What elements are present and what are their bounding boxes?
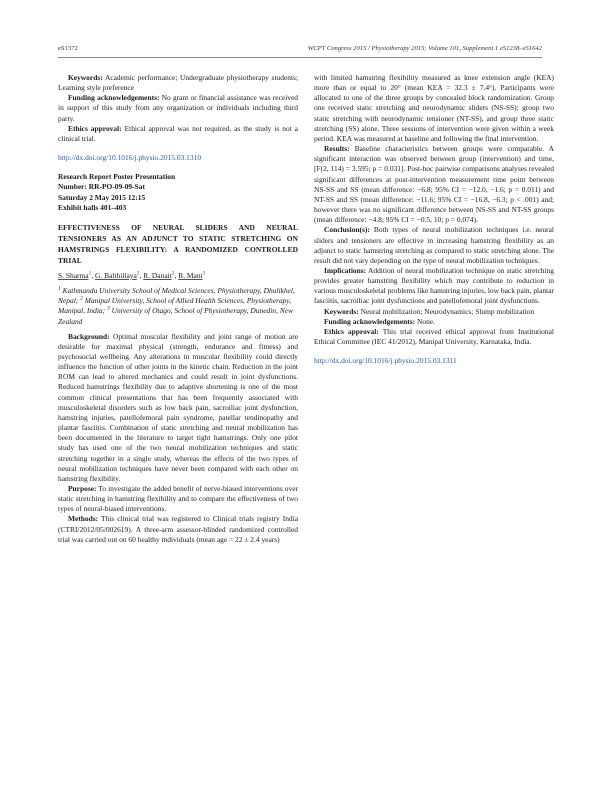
conclusion-paragraph: Conclusion(s): Both types of neural mobilization techniques i.e. neural sliders and tensioners are effective in increasing hamstring flexibility as an adjunct to static hamstring stretching as compared to static stretching alone. The result did not vary depending on the type of neural mobilization techniques.	[314, 225, 554, 265]
implications-paragraph: Implications: Addition of neural mobilization technique on static stretching provides greater hamstring flexibility which may contribute to reduction in various musculoskeletal problems like hamstring injuries, low back pain, plantar fasciitis, sacroiliac joint dysfunctions and patellofemoral joint dysfunctions.	[314, 265, 554, 306]
methods-paragraph: Methods: This clinical trial was registered to Clinical trials registry India (CTRI/2012/05/002619). A three-arm assessor-blinded randomized controlled trial was carried out on 60 healthy individuals (mean age = 22 ± 2.4 years)	[58, 514, 298, 544]
exhibit-location: Exhibit halls 401–403	[58, 202, 127, 212]
header-divider	[58, 57, 542, 58]
author-list: S. Sharma$^1$, G. Balthillaya$^2$, R. Danait$^2$, R. Mani$^3$	[58, 270, 206, 280]
author-link[interactable]: R. Danait	[143, 270, 172, 280]
funding-paragraph: Funding acknowledgements: None.	[324, 316, 435, 326]
abstract-number: Number: RR-PO-09-09-Sat	[58, 182, 145, 192]
author-link[interactable]: R. Mani	[178, 270, 203, 280]
session-time: Saturday 2 May 2015 12:15	[58, 192, 146, 202]
author-link[interactable]: G. Balthillaya	[95, 270, 137, 280]
affiliations: $^1$ Kathmandu University School of Medical Sciences, Physiotherapy, Dhulikhel, Nepal; $^2$ Manipal University, School of Allied Health Sciences, Physiotherapy, Manipal, India; $^3$ University of Otago, School of Physiotherapy, Dunedin, New Zealand	[58, 285, 295, 326]
running-header	[58, 45, 542, 57]
ethics-paragraph: Ethics approval: This trial received ethical approval from Institutional Ethical Committee (IEC 41/2012), Manipal University, Karnataka, India.	[314, 326, 554, 347]
doi-link-1311[interactable]: http://dx.doi.org/10.1016/j.physio.2015.03.1311	[314, 356, 457, 366]
page-number: eS1372	[58, 45, 78, 52]
background-paragraph: Background: Optimal muscular flexibility and joint range of motion are desirable for maximal physical (strength, endurance and fitness) and psychosocial wellbeing. Any alterations in muscular flexibility could directly influence the function of other joints in the kinetic chain. Reduction in the joint ROM can lead to altered mechanics and could result in joint dysfunctions. Reduced hamstrings flexibility due to adaptive shortening is one of the most common clinical presentations that has been frequently associated with musculoskeletal disorders such as low back pain, sacroiliac joint dysfunction, hamstring injuries, patellofemoral pain syndrome, patellar tendinopathy and plantar fasciitis. Combination of static stretching and neural mobilization has been documented in the literature to target tight hamstrings. Only one pilot study has used one of the two neural mobilization techniques and static stretching together in a single study, whereas the effects of the two types of neural mobilization techniques have never been compared with each other on hamstring flexibility.	[58, 331, 298, 483]
keywords-paragraph: Keywords: Neural mobilization; Neurodynamics; Slump mobilization	[324, 306, 535, 316]
presentation-type: Research Report Poster Presentation	[58, 172, 176, 182]
author-link[interactable]: S. Sharma	[58, 270, 89, 280]
funding-paragraph: Funding acknowledgements: No grant or financial assistance was received in support of this study from any organization or individuals including third party.	[58, 93, 298, 123]
keywords-paragraph: Keywords: Academic performance; Undergraduate physiotherapy students; Learning style preference	[58, 73, 298, 93]
journal-running-title: WCPT Congress 2015 / Physiotherapy 2015; Volume 101, Supplement 1 eS1238–eS1642	[307, 45, 542, 52]
methods-continued: with limited hamstring flexibility measured as knee extension angle (KEA) more than or equal to 20° (mean KEA = 32.3 ± 7.4°). Participants were allocated to one of the three groups by concealed block randomization. Group one received static stretching and neurodynamic sliders (NS-SS); group two static stretching with neurodynamic tensioner (NT-SS), and group three static stretching (SS) alone. Three sessions of intervention were given within a week period. KEA was measured at baseline and following the final intervention.	[314, 73, 554, 143]
ethics-paragraph: Ethics approval: Ethical approval was not required, as the study is not a clinical trial.	[58, 123, 298, 143]
doi-link-1310[interactable]: http://dx.doi.org/10.1016/j.physio.2015.03.1310	[58, 153, 202, 163]
left-column	[58, 73, 298, 545]
results-paragraph: Results: Baseline characteristics between groups were comparable. A significant interaction was observed between group (intervention) and time, [F(2, 114) = 3.595; p = 0.031]. Post-hoc pairwise comparisons analyses revealed significant differences at post-intervention measurement time point between NS-SS and SS (mean difference: −6.8; 95% CI = −12.0, −1.6; p = 0.011) and NT-SS and SS (mean difference: −11.6; 95% CI = −16.8, −6.3; p < .001) and; however there was no significant difference between NS-SS and NT-SS groups (mean difference: −4.8; 95% CI = −0.5, 10; p = 0.074).	[314, 144, 554, 225]
right-column	[314, 73, 554, 366]
purpose-paragraph: Purpose: To investigate the added benefit of nerve-biased interventions over static stretching in hamstring flexibility and to compare the effectiveness of two types of neural-biased interventions.	[58, 484, 298, 514]
abstract-title: EFFECTIVENESS OF NEURAL SLIDERS AND NEURAL TENSIONERS AS AN ADJUNCT TO STATIC STRETCHING ON HAMSTRINGS FLEXIBILITY: A RANDOMIZED CONTROLLED TRIAL	[58, 222, 298, 265]
